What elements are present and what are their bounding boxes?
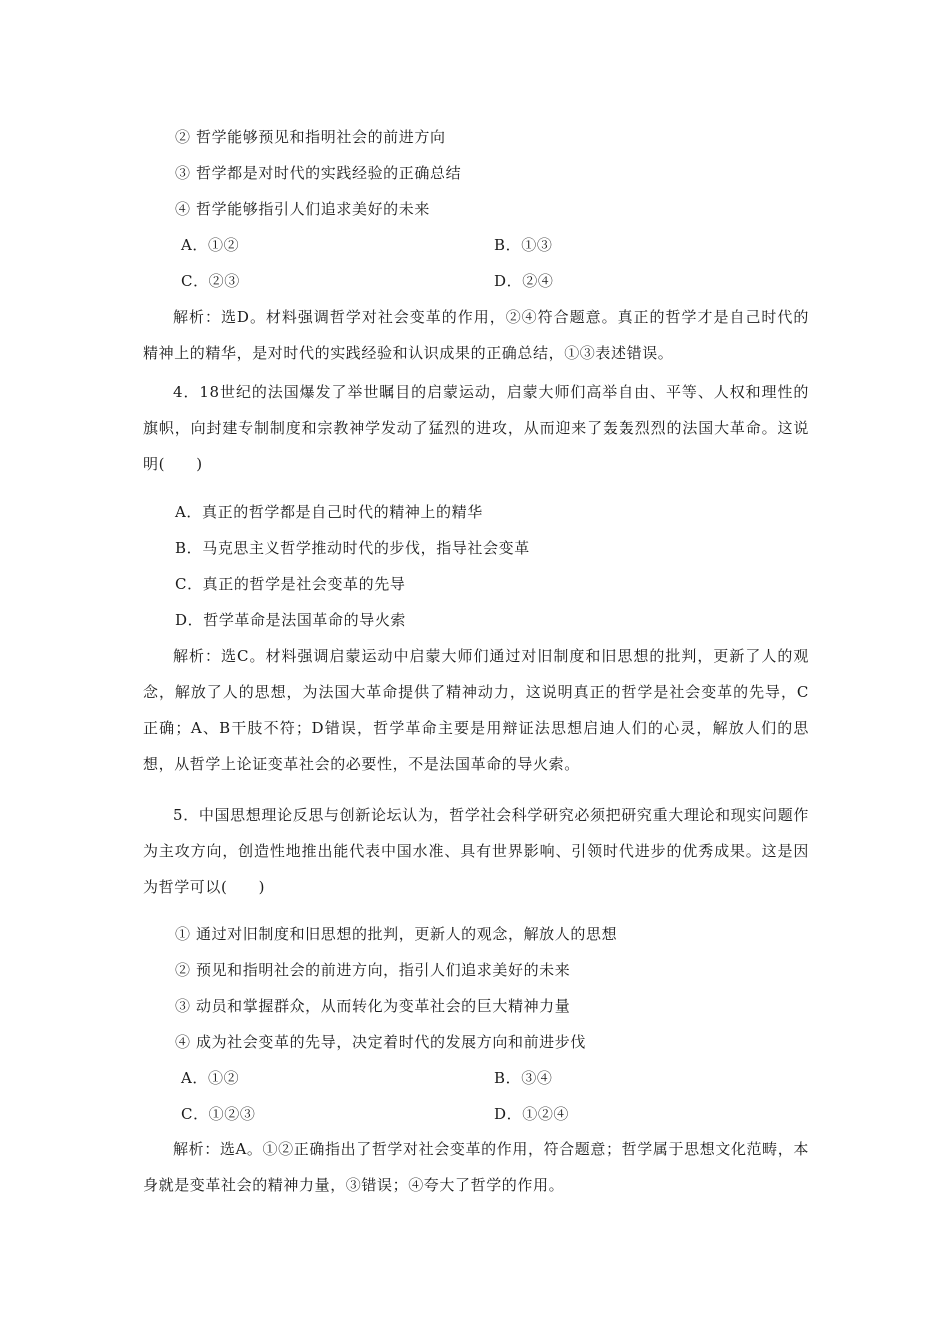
q5-item-4: ④ 成为社会变革的先导，决定着时代的发展方向和前进步伐 (175, 1033, 586, 1051)
q4-option-c: C．真正的哲学是社会变革的先导 (175, 575, 406, 593)
q4-analysis: 解析：选C。材料强调启蒙运动中启蒙大师们通过对旧制度和旧思想的批判，更新了人的观念，解放了人的思想，为法国大革命提供了精神动力，这说明真正的哲学是社会变革的先导，C正确；A、B干肢不符；D错误，哲学革命主要是用辩证法思想启迪人们的心灵，解放人们的思想，从哲学上论证变革社会的必要性，不是法国革命的导火索。 (143, 647, 809, 773)
q3-option-b: B．①③ (494, 236, 553, 254)
q4-stem: 4．18世纪的法国爆发了举世瞩目的启蒙运动，启蒙大师们高举自由、平等、人权和理性的旗帜，向封建专制制度和宗教神学发动了猛烈的进攻，从而迎来了轰轰烈烈的法国大革命。这说明( ) (143, 383, 809, 473)
q5-option-d: D．①②④ (494, 1105, 570, 1123)
q4-option-b: B．马克思主义哲学推动时代的步伐，指导社会变革 (175, 539, 530, 557)
q5-item-1: ① 通过对旧制度和旧思想的批判，更新人的观念，解放人的思想 (175, 925, 618, 943)
q5-stem: 5．中国思想理论反思与创新论坛认为，哲学社会科学研究必须把研究重大理论和现实问题作为主攻方向，创造性地推出能代表中国水准、具有世界影响、引领时代进步的优秀成果。这是因为哲学可以( ) (143, 806, 809, 896)
q3-option-d: D．②④ (494, 272, 554, 290)
q5-option-b: B．③④ (494, 1069, 553, 1087)
q4-option-d: D．哲学革命是法国革命的导火索 (175, 611, 407, 629)
q5-analysis: 解析：选A。①②正确指出了哲学对社会变革的作用，符合题意；哲学属于思想文化范畴，本身就是变革社会的精神力量，③错误；④夸大了哲学的作用。 (143, 1140, 809, 1194)
q3-item-3: ③ 哲学都是对时代的实践经验的正确总结 (175, 164, 462, 182)
q3-item-4: ④ 哲学能够指引人们追求美好的未来 (175, 200, 430, 218)
q5-option-c: C．①②③ (181, 1105, 256, 1123)
q3-option-a: A．①② (181, 236, 240, 254)
q3-item-2: ② 哲学能够预见和指明社会的前进方向 (175, 128, 446, 146)
q3-analysis: 解析：选D。材料强调哲学对社会变革的作用，②④符合题意。真正的哲学才是自己时代的精神上的精华，是对时代的实践经验和认识成果的正确总结，①③表述错误。 (143, 308, 809, 362)
q5-item-3: ③ 动员和掌握群众，从而转化为变革社会的巨大精神力量 (175, 997, 571, 1015)
q5-item-2: ② 预见和指明社会的前进方向，指引人们追求美好的未来 (175, 961, 571, 979)
q5-option-a: A．①② (181, 1069, 240, 1087)
q3-option-c: C．②③ (181, 272, 240, 290)
q4-option-a: A．真正的哲学都是自己时代的精神上的精华 (175, 503, 483, 521)
